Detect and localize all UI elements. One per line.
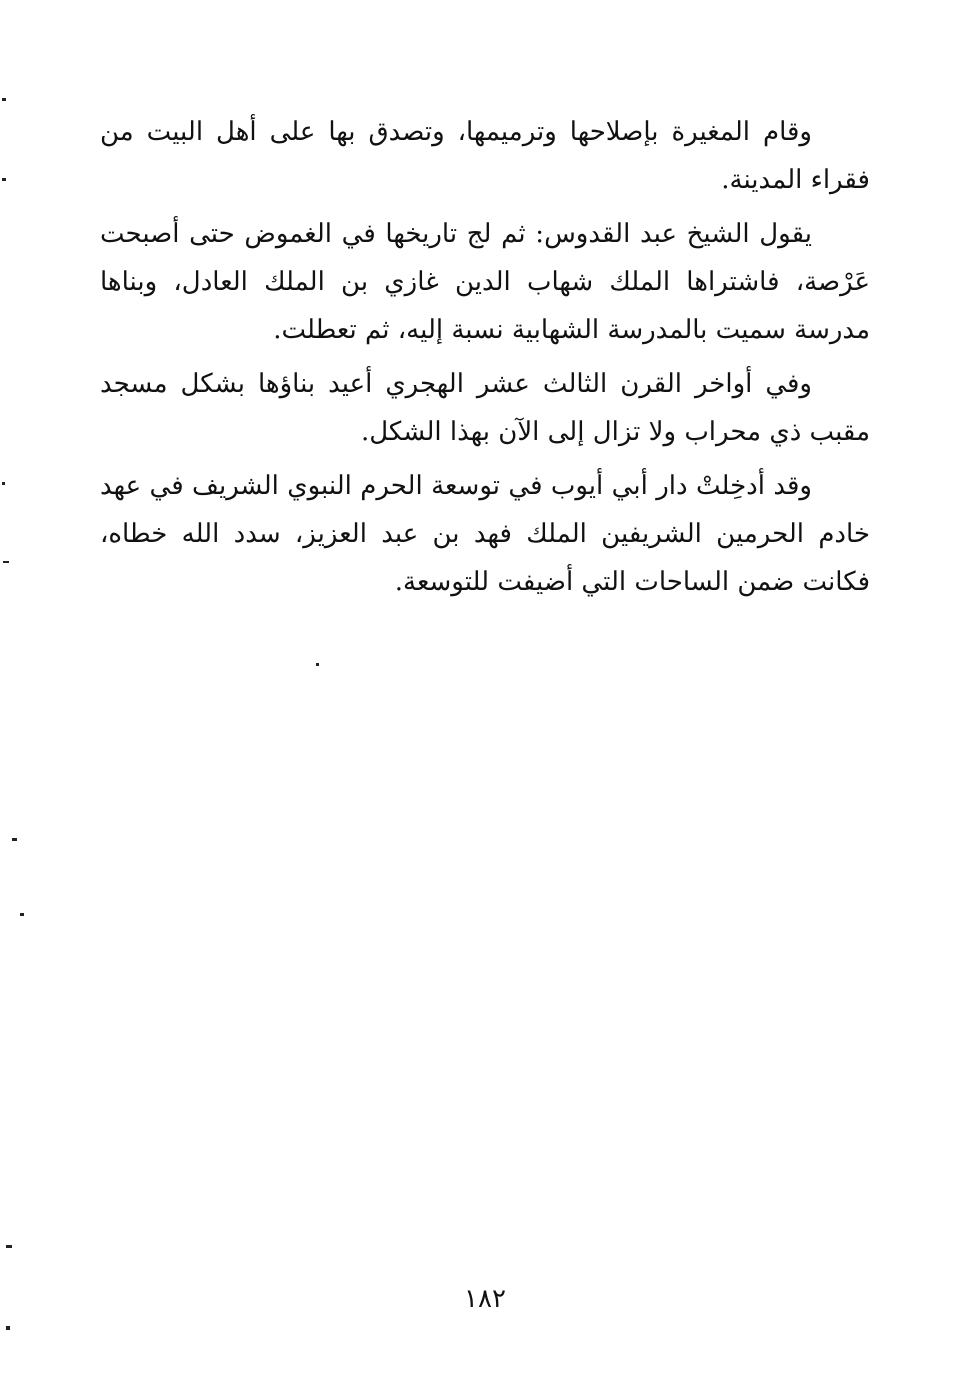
paragraph-3-text: وفي أواخر القرن الثالث عشر الهجري أعيد بناؤها بشكل مسجد مقبب ذي محراب ولا تزال إلى الآن بهذا الشكل. xyxy=(100,369,870,447)
scan-speck xyxy=(2,482,5,485)
scan-speck xyxy=(2,178,6,181)
page-number: ١٨٢ xyxy=(464,1284,506,1314)
scan-speck xyxy=(12,838,17,841)
scan-speck xyxy=(6,1245,12,1248)
scan-speck xyxy=(3,561,9,563)
body-text xyxy=(100,108,870,612)
scan-speck xyxy=(20,913,24,916)
paragraph-1-text: وقام المغيرة بإصلاحها وترميمها، وتصدق بها على أهل البيت من فقراء المدينة. xyxy=(100,117,870,195)
paragraph-2-text: يقول الشيخ عبد القدوس: ثم لج تاريخها في الغموض حتى أصبحت عَرْصة، فاشتراها الملك شهاب الدين غازي بن الملك العادل، وبناها مدرسة سميت بالمدرسة الشهابية نسبة إليه، ثم تعطلت. xyxy=(100,219,870,345)
scan-speck xyxy=(316,663,319,666)
paragraph-1 xyxy=(100,108,870,204)
paragraph-4-text: وقد أدخِلتْ دار أبي أيوب في توسعة الحرم النبوي الشريف في عهد خادم الحرمين الشريفين الملك فهد بن عبد العزيز، سدد الله خطاه، فكانت ضمن الساحات التي أضيفت للتوسعة. xyxy=(100,471,870,597)
paragraph-3 xyxy=(100,360,870,456)
paragraph-2 xyxy=(100,210,870,354)
scan-speck xyxy=(2,98,6,101)
paragraph-4 xyxy=(100,462,870,606)
scan-speck xyxy=(6,1326,10,1330)
